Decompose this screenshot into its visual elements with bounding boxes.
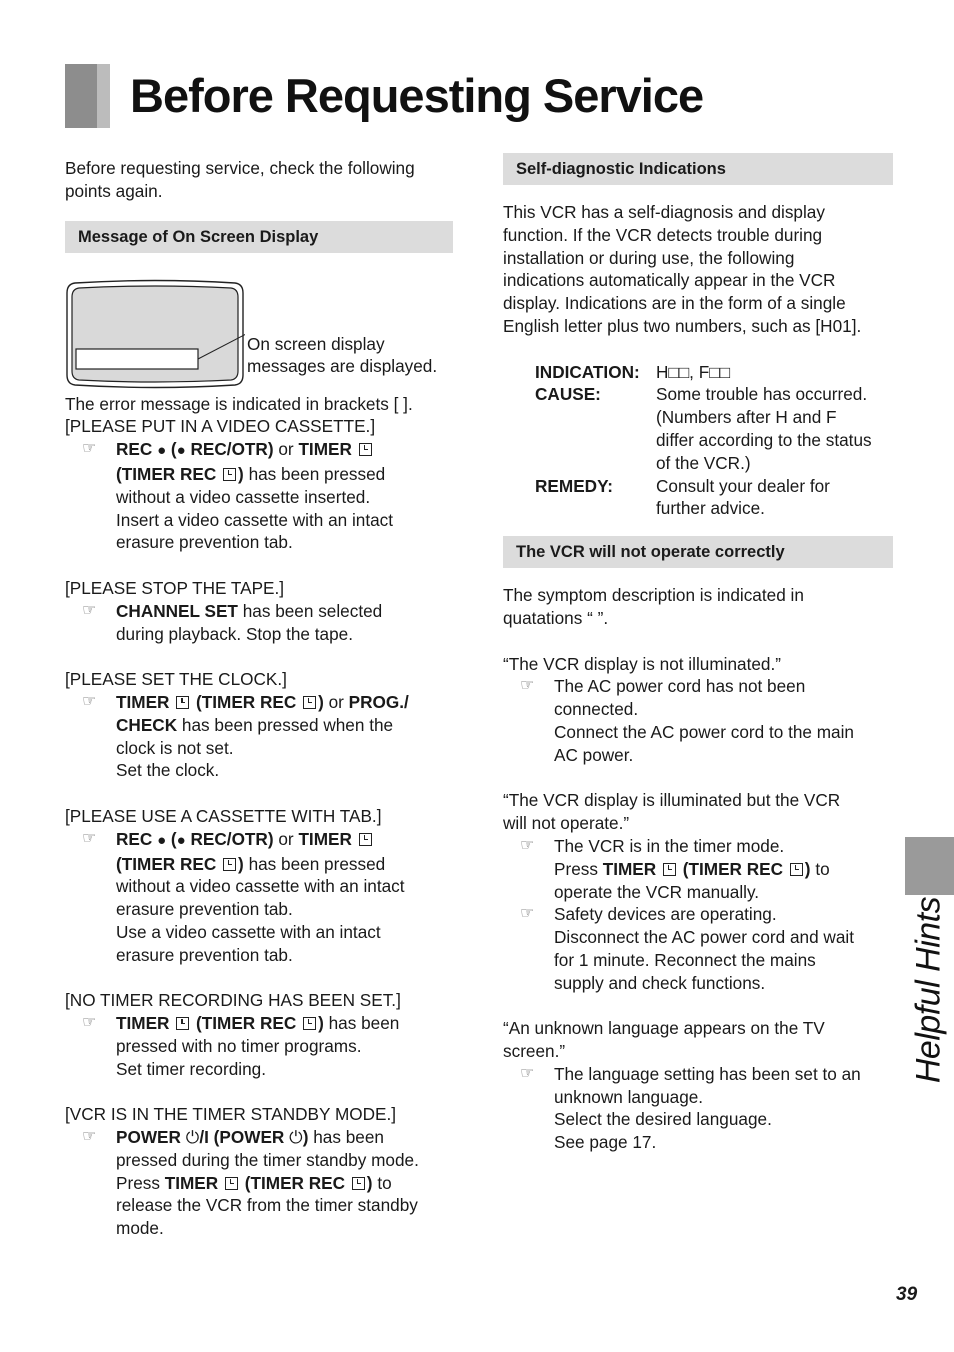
msg4-item: ☞ REC ● (● REC/OTR) or TIMER (TIMER REC ) has been pressed without a video cassette with an intact erasure prevention tab. Use a video cassette with an intact erasure prevention tab. [82, 828, 405, 965]
tv-caption-line-2: messages are displayed. [247, 356, 438, 377]
symptom2-quote-line-2: will not operate.” [503, 813, 630, 834]
timer-clock-icon [176, 1017, 189, 1030]
osd-section-heading: Message of On Screen Display [65, 221, 453, 253]
diag-para-line-5: display. Indications are in the form of a single [503, 293, 846, 314]
hand-pointer-icon: ☞ [520, 677, 535, 695]
diag-para-line-6: English letter plus two numbers, such as [H01]. [503, 315, 862, 336]
timer-clock-icon [303, 696, 316, 709]
record-dot-icon: ● [176, 442, 186, 460]
timer-clock-icon [225, 1177, 238, 1190]
hand-pointer-icon: ☞ [520, 905, 535, 923]
intro-line-2: points again. [65, 180, 163, 201]
timer-clock-icon [352, 1177, 365, 1190]
intro-line-1: Before requesting service, check the following [65, 158, 415, 178]
symptom1-quote: “The VCR display is not illuminated.” [503, 653, 781, 674]
remedy-label: REMEDY: [535, 475, 613, 496]
diag-para-line-1: This VCR has a self-diagnosis and display [503, 202, 825, 222]
tv-screen-icon [65, 279, 245, 391]
hand-pointer-icon: ☞ [520, 836, 535, 854]
msg2-header: [PLEASE STOP THE TAPE.] [65, 577, 285, 598]
indication-table: INDICATION: H□□, F□□ CAUSE: Some trouble has occurred. (Numbers after H and F differ according to the status of the VCR.) REMEDY: Consult your dealer for further advice. [535, 361, 872, 519]
hand-pointer-icon: ☞ [82, 692, 97, 710]
msg6-item: ☞ POWER ⏻/I (POWER ⏻) has been pressed during the timer standby mode. Press TIMER (TIMER REC ) to release the VCR from the timer standby mode. [82, 1127, 419, 1239]
symptom-intro-line-2: quatations “ ”. [503, 607, 609, 628]
power-icon: ⏻ [185, 1127, 200, 1148]
hand-pointer-icon: ☞ [520, 1064, 535, 1082]
diag-para-line-4: indications automatically appear in the VCR [503, 270, 836, 291]
record-dot-icon: ● [157, 831, 167, 849]
msg1-header: [PLEASE PUT IN A VIDEO CASSETTE.] [65, 416, 376, 437]
symptom2-item-a: ☞ The VCR is in the timer mode. Press TIMER (TIMER REC ) to operate the VCR manually. [520, 835, 830, 902]
symptom3-quote-line-2: screen.” [503, 1041, 566, 1062]
symptom2-item-b: ☞ Safety devices are operating. Disconnect the AC power cord and wait for 1 minute. Reconnect the mains supply and check functions. [520, 904, 854, 993]
operation-section-heading: The VCR will not operate correctly [503, 536, 893, 568]
timer-clock-icon [303, 1017, 316, 1030]
msg5-item: ☞ TIMER (TIMER REC ) has been pressed with no timer programs. Set timer recording. [82, 1013, 400, 1079]
tv-caption-line-1: On screen display [247, 333, 385, 354]
msg1-item: ☞ REC ● (● REC/OTR) or TIMER (TIMER REC ) has been pressed without a video cassette inserted. Insert a video cassette with an intact erasure prevention tab. [82, 439, 394, 553]
tv-caption [247, 333, 457, 379]
msg3-item: ☞ TIMER (TIMER REC ) or PROG./ CHECK has been pressed when the clock is not set. Set the clock. [82, 691, 409, 781]
record-dot-icon: ● [157, 442, 167, 460]
side-tab-marker [905, 837, 954, 895]
error-intro: The error message is indicated in brackets [ ]. [65, 393, 413, 414]
left-column [65, 157, 453, 1240]
hand-pointer-icon: ☞ [82, 601, 97, 619]
hand-pointer-icon: ☞ [82, 1014, 97, 1032]
page-number: 39 [896, 1284, 918, 1305]
timer-clock-icon [223, 468, 236, 481]
timer-clock-icon [359, 443, 372, 456]
indication-value: H□□, F□□ [656, 361, 730, 382]
msg6-header: [VCR IS IN THE TIMER STANDBY MODE.] [65, 1104, 397, 1125]
timer-clock-icon [223, 858, 236, 871]
indication-label: INDICATION: [535, 361, 640, 382]
diag-para-line-2: function. If the VCR detects trouble during [503, 224, 823, 245]
msg5-header: [NO TIMER RECORDING HAS BEEN SET.] [65, 990, 401, 1011]
tv-illustration [65, 253, 453, 393]
diag-section-heading: Self-diagnostic Indications [503, 153, 893, 185]
hand-pointer-icon: ☞ [82, 829, 97, 847]
symptom1-item: ☞ The AC power cord has not been connected. Connect the AC power cord to the main AC power. [520, 676, 854, 765]
symptom-intro-line-1: The symptom description is indicated in [503, 585, 804, 606]
timer-clock-icon [663, 863, 676, 876]
timer-clock-icon [790, 863, 803, 876]
timer-clock-icon [176, 696, 189, 709]
symptom3-quote-line-1: “An unknown language appears on the TV [503, 1018, 825, 1039]
page-title: Before Requesting Service [130, 69, 704, 122]
power-icon: ⏻ [289, 1127, 303, 1148]
hand-pointer-icon: ☞ [82, 1128, 97, 1146]
msg2-item: ☞ CHANNEL SET has been selected during playback. Stop the tape. [82, 600, 383, 644]
title-accent-light [97, 64, 110, 128]
cause-label: CAUSE: [535, 384, 601, 405]
right-column [503, 153, 893, 1154]
msg4-header: [PLEASE USE A CASSETTE WITH TAB.] [65, 805, 382, 826]
title-accent-dark [65, 64, 97, 128]
diag-para-line-3: installation or during use, the following [503, 247, 795, 268]
msg3-header: [PLEASE SET THE CLOCK.] [65, 669, 287, 690]
symptom2-quote-line-1: “The VCR display is illuminated but the VCR [503, 790, 841, 811]
symptom3-item: ☞ The language setting has been set to an unknown language. Select the desired language. See page 17. [520, 1063, 861, 1153]
record-dot-icon: ● [176, 831, 186, 849]
timer-clock-icon [359, 833, 372, 846]
hand-pointer-icon: ☞ [82, 440, 97, 458]
side-tab-label: Helpful Hints [909, 896, 948, 1084]
